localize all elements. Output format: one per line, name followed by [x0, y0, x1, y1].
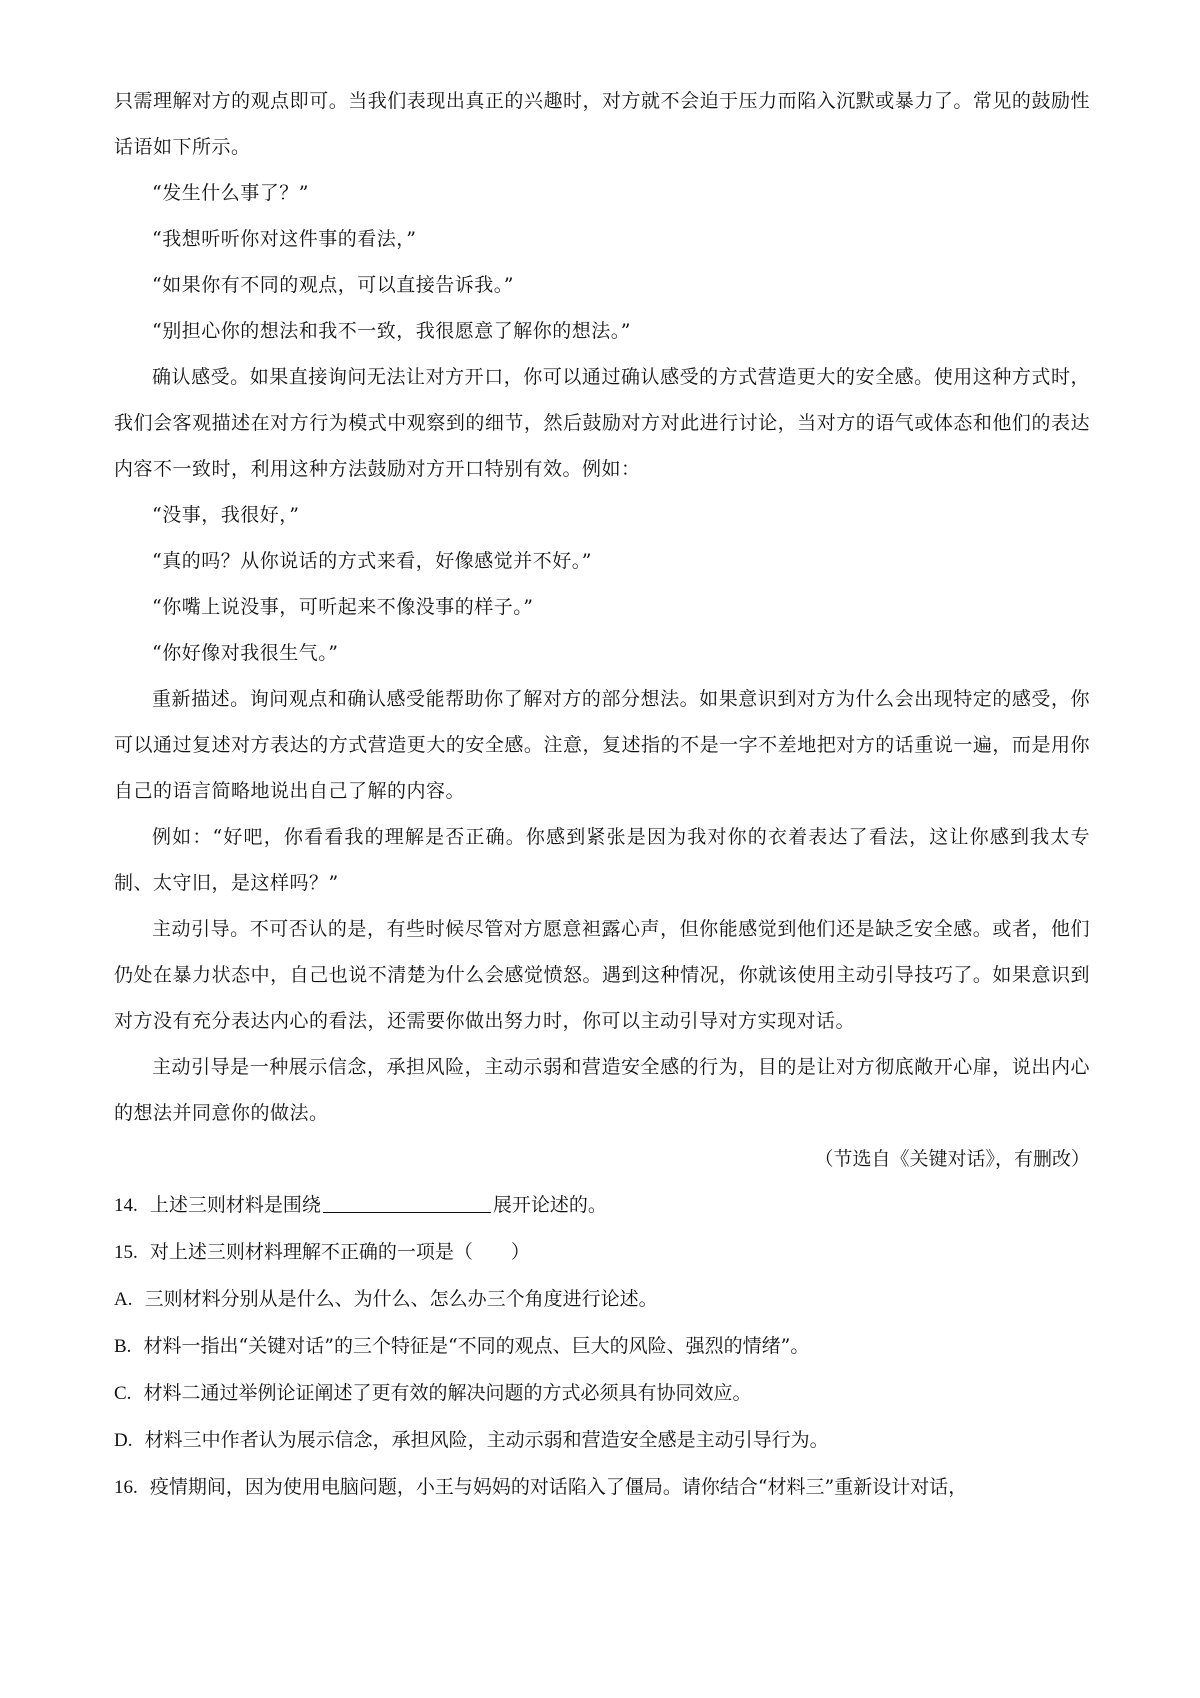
option-letter: A. [114, 1289, 133, 1310]
paragraph: “你好像对我很生气。” [152, 642, 339, 664]
answer-blank[interactable] [323, 1192, 491, 1213]
document-page [114, 78, 1090, 1511]
paragraph: “我想听听你对这件事的看法，” [152, 228, 417, 250]
question-15 [114, 1229, 1090, 1276]
option-text: 材料二通过举例论证阐述了更有效的解决问题的方式必须具有协同效应。 [143, 1382, 752, 1404]
question-number: 15. [114, 1242, 138, 1263]
paragraph: “没事，我很好，” [152, 504, 300, 526]
paragraph: 重新描述。询问观点和确认感受能帮助你了解对方的部分想法。如果意识到对方为什么会出现特定的感受，你可以通过复述对方表达的方式营造更大的安全感。注意，复述指的不是一字不差地把对方的话重说一遍，而是用你自己的语言简略地说出自己了解的内容。 [114, 688, 1090, 802]
option-a[interactable] [114, 1276, 1090, 1323]
question-14-text-before: 上述三则材料是围绕 [149, 1194, 321, 1216]
question-16-text: 疫情期间，因为使用电脑问题，小王与妈妈的对话陷入了僵局。请你结合“材料三”重新设计对话， [149, 1476, 968, 1498]
paragraph: 主动引导是一种展示信念，承担风险，主动示弱和营造安全感的行为，目的是让对方彻底敞开心扉，说出内心的想法并同意你的做法。 [114, 1056, 1090, 1124]
reading-passage [114, 78, 1090, 1136]
option-letter: D. [114, 1430, 133, 1451]
source-citation: （节选自《关键对话》，有删改） [814, 1148, 1090, 1170]
option-b[interactable] [114, 1323, 1090, 1370]
option-text: 材料三中作者认为展示信念，承担风险，主动示弱和营造安全感是主动引导行为。 [144, 1429, 829, 1451]
paragraph: “如果你有不同的观点，可以直接告诉我。” [152, 274, 514, 296]
question-number: 14. [114, 1195, 138, 1216]
question-16 [114, 1464, 1090, 1511]
option-text: 三则材料分别从是什么、为什么、怎么办三个角度进行论述。 [144, 1288, 658, 1310]
paragraph: 只需理解对方的观点即可。当我们表现出真正的兴趣时，对方就不会迫于压力而陷入沉默或暴力了。常见的鼓励性话语如下所示。 [114, 90, 1090, 158]
paragraph: 例如：“好吧，你看看我的理解是否正确。你感到紧张是因为我对你的衣着表达了看法，这让你感到我太专制、太守旧，是这样吗？” [114, 826, 1090, 894]
option-d[interactable] [114, 1417, 1090, 1464]
paragraph: 确认感受。如果直接询问无法让对方开口，你可以通过确认感受的方式营造更大的安全感。使用这种方式时，我们会客观描述在对方行为模式中观察到的细节，然后鼓励对方对此进行讨论，当对方的语气或体态和他们的表达内容不一致时，利用这种方法鼓励对方开口特别有效。例如： [114, 366, 1090, 480]
option-text: 材料一指出“关键对话”的三个特征是“不同的观点、巨大的风险、强烈的情绪”。 [143, 1335, 810, 1357]
paragraph: “别担心你的想法和我不一致，我很愿意了解你的想法。” [152, 320, 631, 342]
question-15-text: 对上述三则材料理解不正确的一项是（ ） [149, 1241, 530, 1263]
paragraph: “发生什么事了？” [152, 182, 309, 204]
option-letter: B. [114, 1336, 132, 1357]
question-number: 16. [114, 1477, 138, 1498]
paragraph: “真的吗？从你说话的方式来看，好像感觉并不好。” [152, 550, 592, 572]
question-14 [114, 1182, 1090, 1229]
paragraph: 主动引导。不可否认的是，有些时候尽管对方愿意袒露心声，但你能感觉到他们还是缺乏安全感。或者，他们仍处在暴力状态中，自己也说不清楚为什么会感觉愤怒。遇到这种情况，你就该使用主动引导技巧了。如果意识到对方没有充分表达内心的看法，还需要你做出努力时，你可以主动引导对方实现对话。 [114, 918, 1090, 1032]
option-letter: C. [114, 1383, 132, 1404]
option-c[interactable] [114, 1370, 1090, 1417]
paragraph: “你嘴上说没事，可听起来不像没事的样子。” [152, 596, 534, 618]
question-14-text-after: 展开论述的。 [492, 1194, 607, 1216]
